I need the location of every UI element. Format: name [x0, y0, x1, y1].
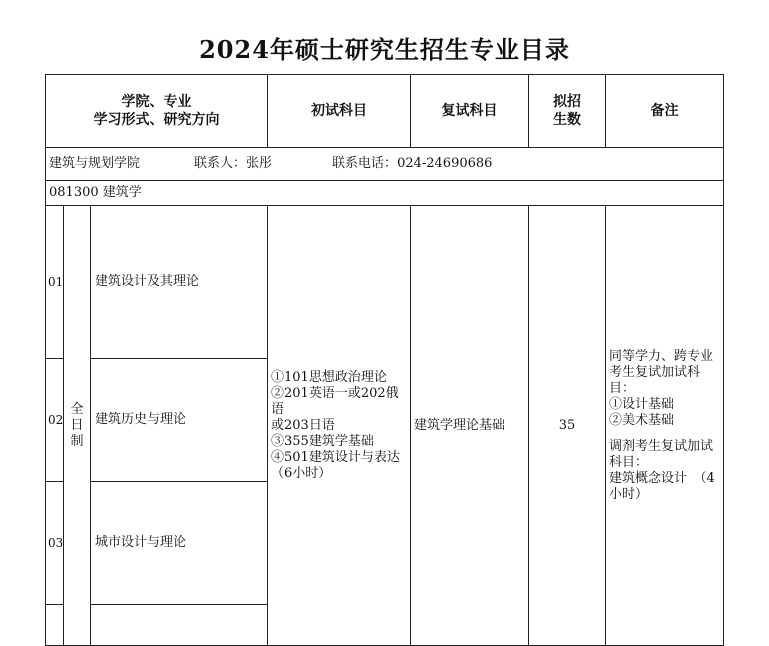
header-label: 生数 [553, 112, 582, 128]
note-line: ②美术基础 [609, 412, 675, 428]
note-line: ①设计基础 [609, 396, 675, 412]
exam-line: ③355建筑学基础 [271, 433, 374, 449]
header-quota [529, 75, 606, 148]
study-mode [64, 206, 91, 646]
direction-code [46, 605, 64, 646]
direction-code: 01 [46, 206, 64, 359]
exam-line: （6小时） [271, 465, 332, 481]
major-name: 建筑学 [102, 185, 142, 200]
contact-label: 联系人： [194, 156, 247, 171]
note-line: 科目： [609, 454, 649, 470]
direction-name [91, 605, 268, 646]
major-code: 081300 [49, 185, 99, 200]
study-mode-char: 制 [70, 433, 84, 449]
header-retest: 复试科目 [411, 75, 529, 148]
exam-line: ④501建筑设计与表达 [271, 449, 400, 465]
header-label: 学院、专业 [121, 94, 192, 110]
exam-line: 或203日语 [271, 417, 335, 433]
study-mode-char: 全 [70, 401, 84, 417]
direction-name: 建筑历史与理论 [91, 359, 268, 482]
direction-name: 建筑设计及其理论 [91, 206, 268, 359]
college-info [46, 148, 724, 181]
catalog-table [45, 74, 724, 646]
college-row [46, 148, 724, 181]
header-label: 拟招 [553, 94, 582, 110]
note-line: 同等学力、跨专业 [609, 348, 714, 364]
header-exam: 初试科目 [268, 75, 411, 148]
exam-line: ①101思想政治理论 [271, 369, 387, 385]
direction-name: 城市设计与理论 [91, 482, 268, 605]
header-college-major [46, 75, 268, 148]
direction-code: 03 [46, 482, 64, 605]
direction-code: 02 [46, 359, 64, 482]
header-row [46, 75, 724, 148]
note-line: 调剂考生复试加试 [609, 438, 714, 454]
note-line: 考生复试加试科 [609, 364, 701, 380]
quota: 35 [529, 206, 606, 646]
page-title: 2024年硕士研究生招生专业目录 [199, 35, 570, 64]
major-row [46, 181, 724, 206]
header-label: 学习形式、研究方向 [93, 112, 220, 128]
phone-number: 024-24690686 [397, 156, 493, 171]
header-notes: 备注 [606, 75, 724, 148]
retest-subject: 建筑学理论基础 [411, 206, 529, 646]
contact-name: 张彤 [246, 156, 273, 171]
exam-line: ②201英语一或202俄语 [271, 385, 399, 417]
phone-label: 联系电话： [332, 156, 398, 171]
study-mode-char: 日 [70, 417, 84, 433]
note-line: 建筑概念设计 （4 [609, 470, 715, 486]
note-line: 目： [609, 380, 636, 396]
college-name: 建筑与规划学院 [49, 156, 141, 171]
note-line: 小时） [609, 486, 649, 502]
major-info [46, 181, 724, 206]
exam-subjects [268, 206, 411, 646]
notes [606, 206, 724, 646]
direction-row [46, 206, 724, 359]
